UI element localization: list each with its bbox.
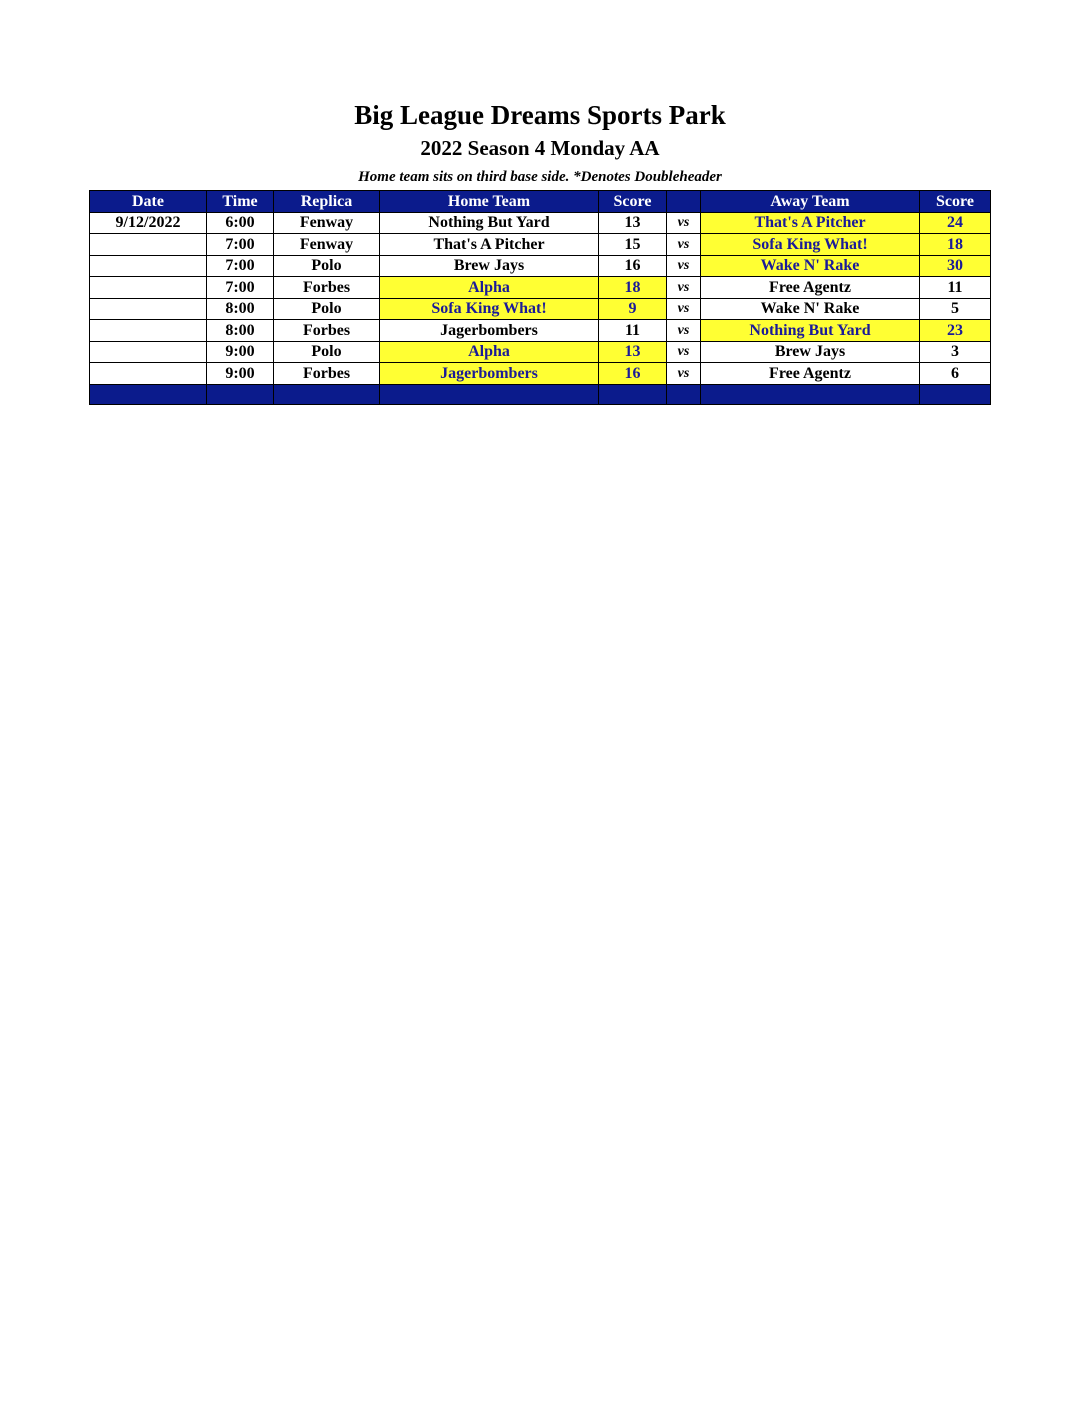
table-row — [90, 363, 991, 385]
cell-vs: vs — [667, 320, 701, 342]
table-footer-row — [90, 384, 991, 404]
cell-home-score: 11 — [599, 320, 667, 342]
cell-replica: Polo — [274, 298, 380, 320]
cell-home-team: Alpha — [380, 277, 599, 299]
footer-cell — [207, 384, 274, 404]
cell-away-score: 5 — [920, 298, 991, 320]
footer-cell — [701, 384, 920, 404]
cell-away-team: Brew Jays — [701, 341, 920, 363]
footer-cell — [667, 384, 701, 404]
column-header-away-score: Score — [920, 191, 991, 213]
cell-home-team: Jagerbombers — [380, 320, 599, 342]
table-row — [90, 255, 991, 277]
cell-home-team: Sofa King What! — [380, 298, 599, 320]
cell-home-score: 16 — [599, 363, 667, 385]
cell-time: 7:00 — [207, 234, 274, 256]
cell-home-team: Jagerbombers — [380, 363, 599, 385]
table-row — [90, 277, 991, 299]
cell-date — [90, 298, 207, 320]
cell-away-team: Nothing But Yard — [701, 320, 920, 342]
table-row — [90, 234, 991, 256]
column-header-home-score: Score — [599, 191, 667, 213]
footer-cell — [274, 384, 380, 404]
cell-replica: Fenway — [274, 212, 380, 234]
cell-home-score: 13 — [599, 341, 667, 363]
cell-home-team: Alpha — [380, 341, 599, 363]
cell-away-score: 24 — [920, 212, 991, 234]
header-row — [90, 191, 991, 213]
cell-vs: vs — [667, 234, 701, 256]
cell-replica: Forbes — [274, 277, 380, 299]
cell-away-score: 3 — [920, 341, 991, 363]
page-subtitle: 2022 Season 4 Monday AA — [420, 136, 660, 160]
cell-time: 8:00 — [207, 320, 274, 342]
cell-away-score: 30 — [920, 255, 991, 277]
cell-time: 9:00 — [207, 363, 274, 385]
cell-date — [90, 277, 207, 299]
cell-away-team: Wake N' Rake — [701, 298, 920, 320]
cell-away-score: 6 — [920, 363, 991, 385]
footer-cell — [599, 384, 667, 404]
cell-home-team: Brew Jays — [380, 255, 599, 277]
cell-replica: Forbes — [274, 320, 380, 342]
cell-vs: vs — [667, 277, 701, 299]
cell-away-team: Free Agentz — [701, 277, 920, 299]
cell-home-score: 9 — [599, 298, 667, 320]
cell-vs: vs — [667, 212, 701, 234]
cell-away-score: 11 — [920, 277, 991, 299]
table-row — [90, 320, 991, 342]
schedule-table — [89, 190, 991, 405]
cell-home-score: 18 — [599, 277, 667, 299]
cell-home-team: That's A Pitcher — [380, 234, 599, 256]
cell-away-team: Free Agentz — [701, 363, 920, 385]
table-row — [90, 298, 991, 320]
cell-replica: Polo — [274, 255, 380, 277]
footer-cell — [380, 384, 599, 404]
cell-away-team: That's A Pitcher — [701, 212, 920, 234]
cell-date — [90, 255, 207, 277]
games-body — [90, 212, 991, 404]
cell-away-team: Sofa King What! — [701, 234, 920, 256]
cell-home-score: 13 — [599, 212, 667, 234]
cell-vs: vs — [667, 363, 701, 385]
column-header-vs — [667, 191, 701, 213]
cell-date: 9/12/2022 — [90, 212, 207, 234]
table-row — [90, 341, 991, 363]
column-header-replica: Replica — [274, 191, 380, 213]
cell-replica: Fenway — [274, 234, 380, 256]
cell-time: 6:00 — [207, 212, 274, 234]
schedule-note: Home team sits on third base side. *Denotes Doubleheader — [358, 169, 722, 185]
page-title: Big League Dreams Sports Park — [354, 100, 726, 130]
cell-time: 9:00 — [207, 341, 274, 363]
cell-time: 7:00 — [207, 255, 274, 277]
cell-away-score: 23 — [920, 320, 991, 342]
cell-date — [90, 363, 207, 385]
cell-home-score: 15 — [599, 234, 667, 256]
table-row — [90, 212, 991, 234]
cell-date — [90, 341, 207, 363]
cell-date — [90, 320, 207, 342]
cell-away-team: Wake N' Rake — [701, 255, 920, 277]
cell-vs: vs — [667, 298, 701, 320]
cell-vs: vs — [667, 255, 701, 277]
cell-date — [90, 234, 207, 256]
column-header-home-team: Home Team — [380, 191, 599, 213]
footer-cell — [920, 384, 991, 404]
cell-time: 8:00 — [207, 298, 274, 320]
cell-home-score: 16 — [599, 255, 667, 277]
cell-replica: Polo — [274, 341, 380, 363]
column-header-away-team: Away Team — [701, 191, 920, 213]
column-header-date: Date — [90, 191, 207, 213]
cell-away-score: 18 — [920, 234, 991, 256]
cell-home-team: Nothing But Yard — [380, 212, 599, 234]
cell-replica: Forbes — [274, 363, 380, 385]
footer-cell — [90, 384, 207, 404]
cell-vs: vs — [667, 341, 701, 363]
column-header-time: Time — [207, 191, 274, 213]
cell-time: 7:00 — [207, 277, 274, 299]
